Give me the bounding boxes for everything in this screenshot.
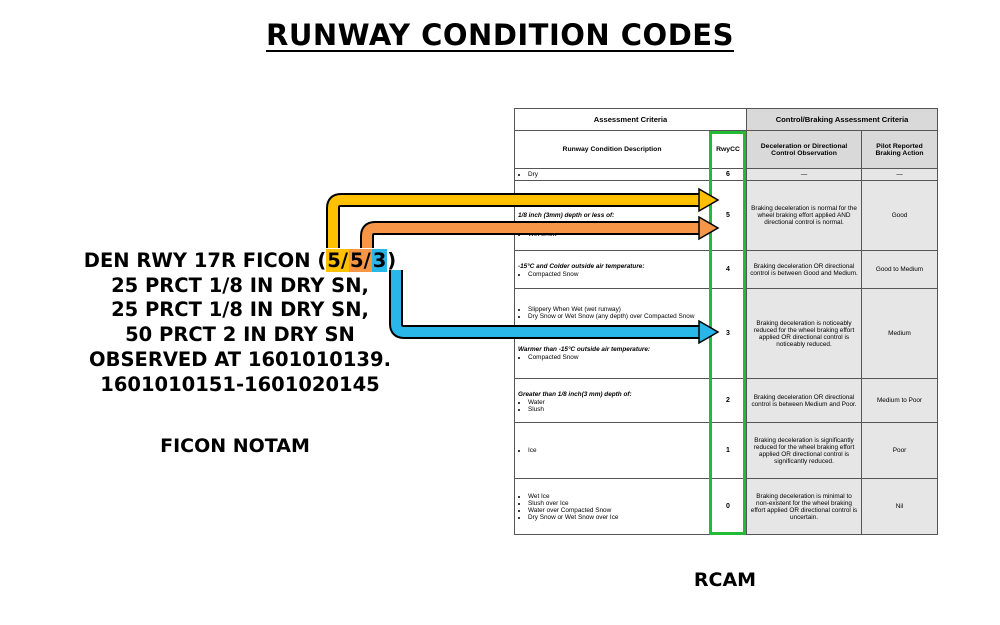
rwycc-value: 5 (710, 181, 747, 251)
row-description: • Ice (515, 423, 710, 479)
row-description: • Frost 1/8 inch (3mm) depth or less of: • Wet Snow (515, 181, 710, 251)
deceleration-cell: Braking deceleration OR directional control is between Medium and Poor. (747, 379, 862, 423)
table-row (515, 479, 938, 535)
page-title: RUNWAY CONDITION CODES (266, 18, 734, 52)
notam-line-2: 25 PRCT 1/8 IN DRY SN, (111, 273, 369, 297)
braking-action-cell: — (862, 169, 938, 181)
highlight-code-b: 5/ (349, 249, 371, 272)
col-description-header: Runway Condition Description (515, 131, 710, 169)
braking-action-cell: Medium (862, 289, 938, 379)
braking-action-cell: Medium to Poor (862, 379, 938, 423)
rwycc-value: 6 (710, 169, 747, 181)
braking-action-cell: Good (862, 181, 938, 251)
table-row (515, 181, 938, 251)
col-rwycc-header: RwyCC (710, 131, 747, 169)
rwycc-value: 3 (710, 289, 747, 379)
table-row (515, 289, 938, 379)
notam-prefix: DEN RWY 17R FICON ( (83, 249, 327, 272)
notam-line-4: 50 PRCT 2 IN DRY SN (125, 323, 355, 347)
ficon-notam-text (60, 249, 420, 397)
highlight-code-c: 3 (372, 249, 387, 272)
ficon-notam-label: FICON NOTAM (160, 435, 310, 457)
notam-line-3: 25 PRCT 1/8 IN DRY SN, (111, 298, 369, 322)
deceleration-cell: Braking deceleration is normal for the wheel braking effort applied AND directional control is normal. (747, 181, 862, 251)
deceleration-cell: Braking deceleration is minimal to non-existent for the wheel braking effort applied OR directional control is uncertain. (747, 479, 862, 535)
row-description: Greater than 1/8 inch(3 mm) depth of: • Water • Slush (515, 379, 710, 423)
rwycc-value: 4 (710, 251, 747, 289)
rwycc-value: 1 (710, 423, 747, 479)
rcam-label: RCAM (693, 569, 757, 591)
braking-action-cell: Good to Medium (862, 251, 938, 289)
braking-action-cell: Nil (862, 479, 938, 535)
control-braking-header: Control/Braking Assessment Criteria (747, 109, 938, 131)
deceleration-cell: — (747, 169, 862, 181)
notam-line-5: OBSERVED AT 1601010139. (89, 347, 391, 371)
notam-suffix: ) (387, 249, 397, 272)
col-braking-header: Pilot Reported Braking Action (862, 131, 938, 169)
braking-action-cell: Poor (862, 423, 938, 479)
row-description: • Slippery When Wet (wet runway) • Dry Snow or Wet Snow (any depth) over Compacted Snow • Wet Snow Warmer than -15°C outside air temperature: • Compacted Snow (515, 289, 710, 379)
row-description: -15°C and Colder outside air temperature: • Compacted Snow (515, 251, 710, 289)
table-row (515, 251, 938, 289)
rwycc-value: 0 (710, 479, 747, 535)
deceleration-cell: Braking deceleration is noticeably reduced for the wheel braking effort applied OR directional control is noticeably reduced. (747, 289, 862, 379)
notam-line-1 (60, 249, 420, 274)
table-row (515, 423, 938, 479)
deceleration-cell: Braking deceleration OR directional control is between Good and Medium. (747, 251, 862, 289)
table-row (515, 169, 938, 181)
assessment-criteria-header: Assessment Criteria (515, 109, 747, 131)
row-description: • Wet Ice • Slush over Ice • Water over Compacted Snow • Dry Snow or Wet Snow over Ice (515, 479, 710, 535)
deceleration-cell: Braking deceleration is significantly reduced for the wheel braking effort applied OR directional control is significantly reduced. (747, 423, 862, 479)
highlight-code-a: 5/ (327, 249, 348, 272)
rwycc-value: 2 (710, 379, 747, 423)
row-description: • Dry (515, 169, 710, 181)
notam-line-6: 1601010151-1601020145 (100, 372, 380, 396)
table-row (515, 379, 938, 423)
col-deceleration-header: Deceleration or Directional Control Observation (747, 131, 862, 169)
rcam-table (514, 108, 938, 535)
